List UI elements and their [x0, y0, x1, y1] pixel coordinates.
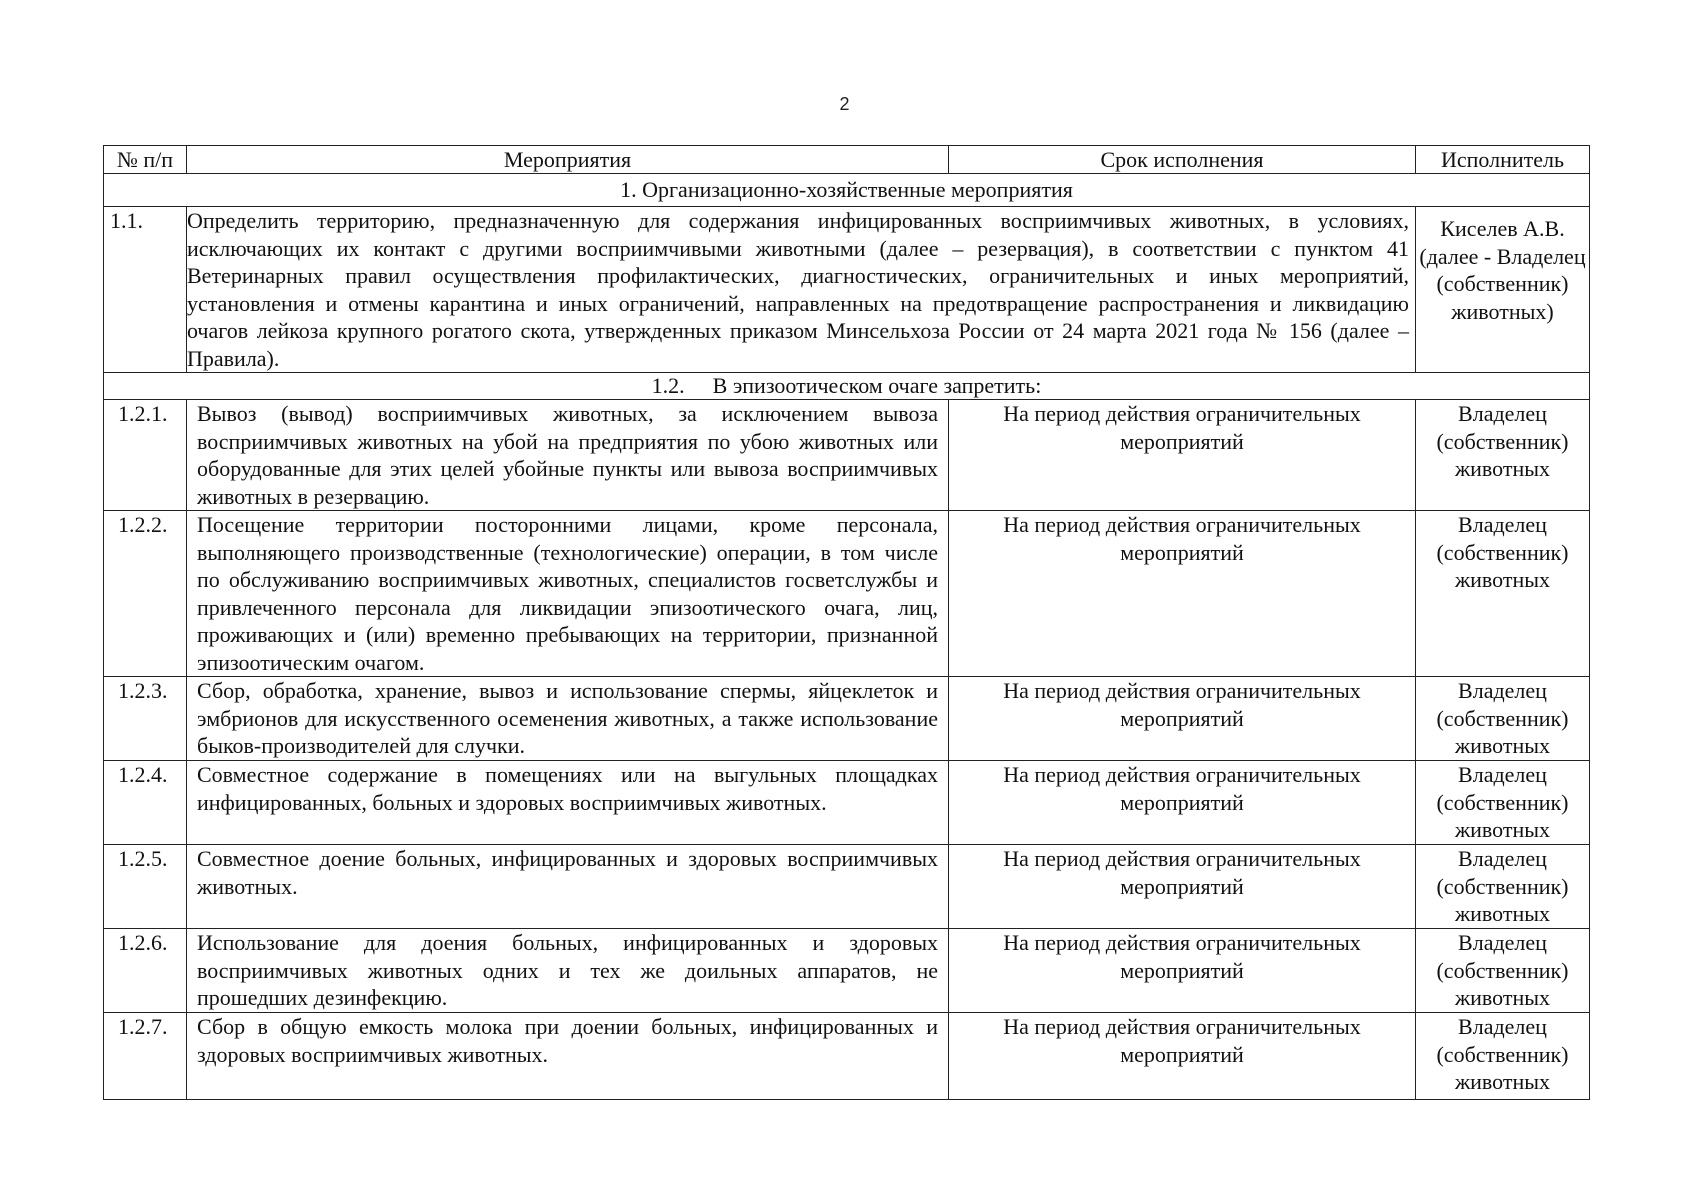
row-text: Использование для доения больных, инфицированных и здоровых восприимчивых животных одних и тех же доильных аппаратов, не прошедших дезинфекцию. — [187, 929, 949, 1013]
row-executor: Владелец (собственник) животных — [1416, 761, 1590, 845]
table-row — [104, 1013, 1590, 1100]
row-text: Совместное доение больных, инфицированных и здоровых восприимчивых животных. — [187, 845, 949, 929]
header-executor: Исполнитель — [1416, 146, 1590, 174]
table-row — [104, 845, 1590, 929]
subsection-row — [104, 373, 1590, 400]
row-text: Вывоз (вывод) восприимчивых животных, за исключением вывоза восприимчивых животных на убой на предприятия по убою животных или оборудованные для этих целей убойные пункты или вывоза восприимчивых животных в резервацию. — [187, 400, 949, 511]
table-row — [104, 511, 1590, 677]
subsection-cell — [104, 373, 1590, 400]
row-text: Сбор в общую емкость молока при доении больных, инфицированных и здоровых восприимчивых животных. — [187, 1013, 949, 1100]
row-term: На период действия ограничительных мероприятий — [949, 677, 1416, 761]
row-term: На период действия ограничительных мероприятий — [949, 929, 1416, 1013]
table-row — [104, 761, 1590, 845]
row-term: На период действия ограничительных мероприятий — [949, 1013, 1416, 1100]
table-row — [104, 929, 1590, 1013]
row-number: 1.2.5. — [104, 845, 187, 929]
row-text: Посещение территории посторонними лицами, кроме персонала, выполняющего производственные (технологические) операции, в том числе по обслуживанию восприимчивых животных, специалистов госветслужбы и привлеченного персонала для ликвидации эпизоотического очага, лиц, проживающих и (или) временно пребывающих на территории, признанной эпизоотическим очагом. — [187, 511, 949, 677]
row-executor: Владелец (собственник) животных — [1416, 1013, 1590, 1100]
table-row — [104, 677, 1590, 761]
header-num: № п/п — [104, 146, 187, 174]
row-number: 1.2.7. — [104, 1013, 187, 1100]
row-number: 1.1. — [104, 207, 187, 373]
row-term: На период действия ограничительных мероприятий — [949, 400, 1416, 511]
row-executor: Владелец (собственник) животных — [1416, 845, 1590, 929]
row-executor: Киселев А.В. (далее - Владелец (собственник) животных) — [1416, 207, 1590, 373]
row-text: Совместное содержание в помещениях или на выгульных площадках инфицированных, больных и здоровых восприимчивых животных. — [187, 761, 949, 845]
row-number: 1.2.2. — [104, 511, 187, 677]
row-number: 1.2.1. — [104, 400, 187, 511]
section-row — [104, 174, 1590, 207]
header-action: Мероприятия — [187, 146, 949, 174]
row-text: Определить территорию, предназначенную для содержания инфицированных восприимчивых животных, в условиях, исключающих их контакт с другими восприимчивыми животными (далее – резервация), в соответствии с пунктом 41 Ветеринарных правил осуществления профилактических, диагностических, ограничительных и иных мероприятий, установления и отмены карантина и иных ограничений, направленных на предотвращение распространения и ликвидацию очагов лейкоза крупного рогатого скота, утвержденных приказом Минсельхоза России от 24 марта 2021 года № 156 (далее – Правила). — [187, 207, 1416, 373]
row-number: 1.2.4. — [104, 761, 187, 845]
row-text: Сбор, обработка, хранение, вывоз и использование спермы, яйцеклеток и эмбрионов для искусственного осеменения животных, а также использование быков-производителей для случки. — [187, 677, 949, 761]
row-executor: Владелец (собственник) животных — [1416, 677, 1590, 761]
subsection-title: В эпизоотическом очаге запретить: — [712, 373, 1042, 398]
table-row — [104, 400, 1590, 511]
row-executor: Владелец (собственник) животных — [1416, 511, 1590, 677]
header-term: Срок исполнения — [949, 146, 1416, 174]
row-executor: Владелец (собственник) животных — [1416, 929, 1590, 1013]
header-row — [104, 146, 1590, 174]
row-term: На период действия ограничительных мероприятий — [949, 761, 1416, 845]
measures-table — [103, 145, 1590, 1100]
row-number: 1.2.6. — [104, 929, 187, 1013]
table-header — [104, 146, 1590, 174]
table-row-1-1 — [104, 207, 1590, 373]
section-title: 1. Организационно-хозяйственные мероприятия — [104, 174, 1590, 207]
row-executor: Владелец (собственник) животных — [1416, 400, 1590, 511]
page-number: 2 — [839, 94, 850, 114]
subsection-number: 1.2. — [651, 373, 685, 398]
row-term: На период действия ограничительных мероприятий — [949, 511, 1416, 677]
row-number: 1.2.3. — [104, 677, 187, 761]
row-term: На период действия ограничительных мероприятий — [949, 845, 1416, 929]
